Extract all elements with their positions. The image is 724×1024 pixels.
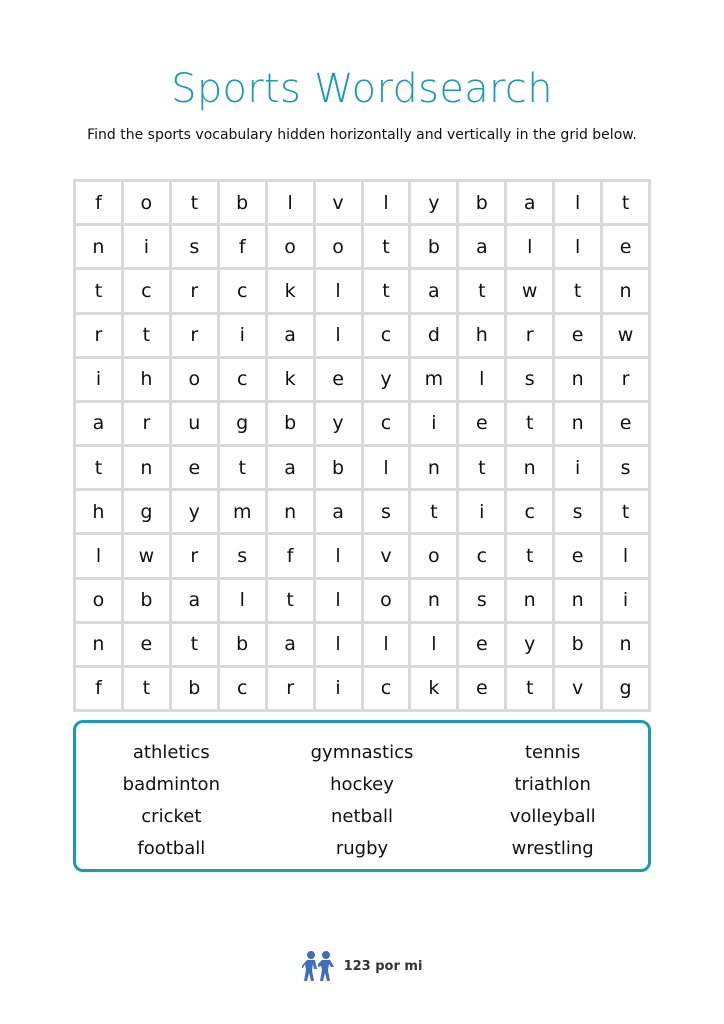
- grid-cell: o: [76, 580, 121, 621]
- grid-cell: l: [316, 624, 361, 665]
- grid-cell: i: [76, 359, 121, 400]
- grid-cell: k: [268, 270, 313, 311]
- grid-cell: c: [364, 315, 409, 356]
- grid-cell: a: [459, 226, 504, 267]
- grid-cell: s: [172, 226, 217, 267]
- word-item: rugby: [335, 838, 389, 859]
- grid-cell: s: [555, 491, 600, 532]
- grid-cell: n: [411, 580, 456, 621]
- grid-cell: t: [411, 491, 456, 532]
- grid-cell: t: [555, 270, 600, 311]
- grid-cell: o: [316, 226, 361, 267]
- word-item: cricket: [141, 806, 202, 827]
- grid-cell: c: [364, 668, 409, 709]
- grid-cell: b: [172, 668, 217, 709]
- grid-cell: e: [459, 668, 504, 709]
- grid-cell: n: [124, 447, 169, 488]
- grid-cell: l: [603, 535, 648, 576]
- grid-cell: i: [220, 315, 265, 356]
- grid-cell: c: [364, 403, 409, 444]
- grid-cell: l: [507, 226, 552, 267]
- grid-cell: w: [124, 535, 169, 576]
- grid-cell: s: [364, 491, 409, 532]
- grid-cell: n: [603, 270, 648, 311]
- grid-cell: i: [124, 226, 169, 267]
- grid-cell: e: [603, 226, 648, 267]
- grid-cell: b: [220, 182, 265, 223]
- grid-cell: e: [124, 624, 169, 665]
- grid-cell: w: [507, 270, 552, 311]
- grid-cell: m: [220, 491, 265, 532]
- grid-cell: l: [316, 580, 361, 621]
- grid-cell: e: [459, 624, 504, 665]
- grid-cell: w: [603, 315, 648, 356]
- grid-cell: t: [364, 226, 409, 267]
- grid-cell: b: [268, 403, 313, 444]
- grid-cell: s: [507, 359, 552, 400]
- grid-cell: t: [172, 624, 217, 665]
- grid-cell: c: [220, 270, 265, 311]
- grid-cell: c: [220, 668, 265, 709]
- grid-cell: i: [603, 580, 648, 621]
- grid-cell: t: [507, 668, 552, 709]
- grid-cell: r: [268, 668, 313, 709]
- children-icon: [302, 950, 336, 982]
- grid-cell: f: [76, 668, 121, 709]
- word-item: wrestling: [511, 838, 594, 859]
- word-item: football: [137, 838, 206, 859]
- grid-cell: t: [76, 270, 121, 311]
- grid-cell: t: [220, 447, 265, 488]
- grid-cell: n: [555, 580, 600, 621]
- grid-cell: r: [507, 315, 552, 356]
- grid-cell: l: [316, 315, 361, 356]
- grid-cell: o: [172, 359, 217, 400]
- grid-cell: l: [316, 270, 361, 311]
- instructions: Find the sports vocabulary hidden horizontally and vertically in the grid below.: [87, 127, 637, 143]
- grid-cell: n: [268, 491, 313, 532]
- grid-cell: n: [76, 226, 121, 267]
- grid-cell: l: [268, 182, 313, 223]
- grid-cell: h: [124, 359, 169, 400]
- grid-cell: g: [124, 491, 169, 532]
- grid-cell: e: [316, 359, 361, 400]
- grid-cell: t: [603, 182, 648, 223]
- brand-name: 123 por mi: [343, 958, 423, 974]
- word-item: gymnastics: [310, 742, 414, 763]
- word-item: badminton: [122, 774, 220, 795]
- grid-cell: l: [316, 535, 361, 576]
- grid-cell: t: [364, 270, 409, 311]
- word-item: athletics: [132, 742, 210, 763]
- grid-cell: h: [76, 491, 121, 532]
- grid-cell: l: [364, 447, 409, 488]
- grid-cell: l: [364, 182, 409, 223]
- grid-cell: s: [603, 447, 648, 488]
- grid-cell: l: [555, 182, 600, 223]
- grid-cell: d: [411, 315, 456, 356]
- grid-cell: u: [172, 403, 217, 444]
- grid-cell: o: [124, 182, 169, 223]
- grid-cell: k: [268, 359, 313, 400]
- grid-cell: a: [316, 491, 361, 532]
- grid-cell: t: [459, 447, 504, 488]
- grid-cell: n: [555, 403, 600, 444]
- grid-cell: a: [268, 447, 313, 488]
- grid-cell: i: [411, 403, 456, 444]
- grid-cell: y: [411, 182, 456, 223]
- page-title: Sports Wordsearch: [171, 66, 553, 112]
- grid-cell: b: [316, 447, 361, 488]
- grid-cell: v: [364, 535, 409, 576]
- grid-cell: r: [124, 403, 169, 444]
- grid-cell: y: [172, 491, 217, 532]
- grid-cell: f: [268, 535, 313, 576]
- word-item: triathlon: [514, 774, 591, 795]
- grid-cell: r: [76, 315, 121, 356]
- grid-cell: o: [364, 580, 409, 621]
- grid-cell: l: [220, 580, 265, 621]
- grid-cell: o: [411, 535, 456, 576]
- grid-cell: a: [507, 182, 552, 223]
- grid-cell: l: [459, 359, 504, 400]
- grid-cell: f: [220, 226, 265, 267]
- grid-cell: v: [555, 668, 600, 709]
- grid-cell: v: [316, 182, 361, 223]
- wordsearch-grid: [73, 179, 651, 712]
- grid-cell: n: [603, 624, 648, 665]
- grid-cell: s: [220, 535, 265, 576]
- grid-cell: f: [76, 182, 121, 223]
- grid-cell: t: [172, 182, 217, 223]
- grid-cell: r: [172, 315, 217, 356]
- grid-cell: a: [172, 580, 217, 621]
- grid-cell: t: [507, 535, 552, 576]
- grid-cell: l: [555, 226, 600, 267]
- grid-cell: e: [603, 403, 648, 444]
- word-item: netball: [330, 806, 393, 827]
- grid-cell: c: [220, 359, 265, 400]
- grid-cell: t: [268, 580, 313, 621]
- word-list: [76, 737, 648, 865]
- grid-cell: n: [411, 447, 456, 488]
- grid-cell: b: [220, 624, 265, 665]
- grid-cell: b: [411, 226, 456, 267]
- grid-cell: b: [124, 580, 169, 621]
- grid-cell: b: [459, 182, 504, 223]
- grid-cell: c: [459, 535, 504, 576]
- grid-cell: e: [555, 535, 600, 576]
- grid-cell: a: [268, 315, 313, 356]
- word-item: hockey: [330, 774, 394, 795]
- grid-cell: y: [507, 624, 552, 665]
- grid-cell: n: [507, 580, 552, 621]
- grid-cell: g: [220, 403, 265, 444]
- grid-cell: s: [459, 580, 504, 621]
- grid-cell: n: [507, 447, 552, 488]
- grid-cell: m: [411, 359, 456, 400]
- grid-cell: t: [76, 447, 121, 488]
- grid-cell: n: [555, 359, 600, 400]
- grid-cell: i: [459, 491, 504, 532]
- word-list-box: [73, 720, 651, 872]
- grid-cell: y: [316, 403, 361, 444]
- word-item: volleyball: [509, 806, 596, 827]
- grid-cell: t: [124, 668, 169, 709]
- grid-cell: r: [172, 270, 217, 311]
- grid-cell: o: [268, 226, 313, 267]
- grid-cell: t: [603, 491, 648, 532]
- grid-cell: r: [172, 535, 217, 576]
- grid-cell: b: [555, 624, 600, 665]
- grid-cell: n: [76, 624, 121, 665]
- grid-cell: r: [603, 359, 648, 400]
- grid-cell: t: [124, 315, 169, 356]
- grid-cell: a: [268, 624, 313, 665]
- grid-cell: i: [555, 447, 600, 488]
- grid-cell: c: [507, 491, 552, 532]
- grid-cell: k: [411, 668, 456, 709]
- grid-cell: h: [459, 315, 504, 356]
- footer: [0, 950, 724, 982]
- word-item: tennis: [525, 742, 581, 763]
- grid-cell: e: [555, 315, 600, 356]
- grid-cell: t: [507, 403, 552, 444]
- grid-cell: t: [459, 270, 504, 311]
- grid-cell: g: [603, 668, 648, 709]
- grid-cell: y: [364, 359, 409, 400]
- grid-cell: c: [124, 270, 169, 311]
- grid-cell: e: [459, 403, 504, 444]
- grid-cell: l: [364, 624, 409, 665]
- grid-cell: e: [172, 447, 217, 488]
- grid-cell: i: [316, 668, 361, 709]
- grid-cell: a: [76, 403, 121, 444]
- grid-cell: l: [411, 624, 456, 665]
- grid-cell: l: [76, 535, 121, 576]
- grid-cell: a: [411, 270, 456, 311]
